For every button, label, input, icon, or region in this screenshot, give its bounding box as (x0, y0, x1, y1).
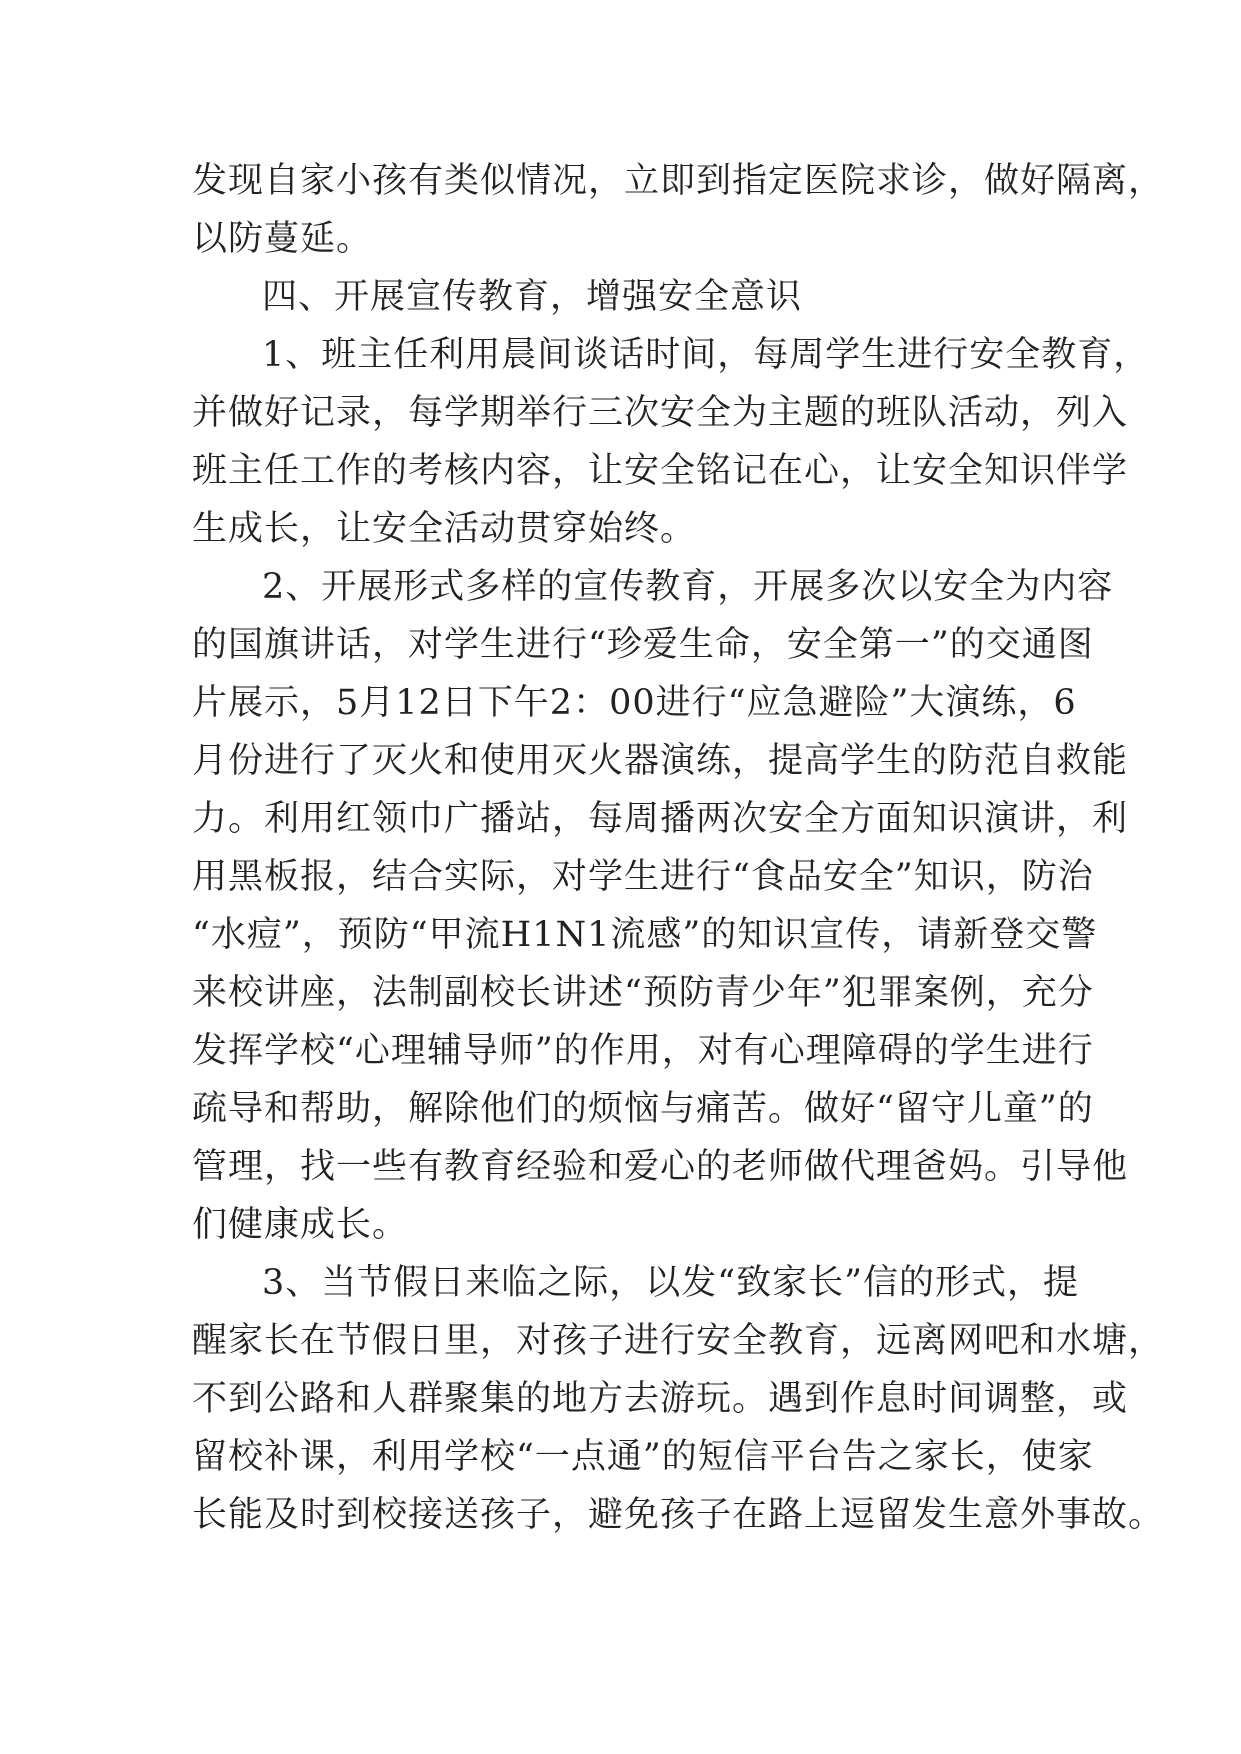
text-line: 留校补课，利用学校“一点通”的短信平台告之家长，使家 (192, 1437, 1094, 1477)
text-line: 1、班主任利用晨间谈话时间，每周学生进行安全教育， (262, 335, 1150, 375)
text-line: 的国旗讲话，对学生进行“珍爱生命，安全第一”的交通图 (192, 625, 1094, 665)
text-line: 班主任工作的考核内容，让安全铭记在心，让安全知识伴学 (192, 451, 1129, 491)
text-line: 管理，找一些有教育经验和爱心的老师做代理爸妈。引导他 (192, 1147, 1129, 1187)
text-line: 来校讲座，法制副校长讲述“预防青少年”犯罪案例，充分 (192, 973, 1094, 1013)
text-line: 用黑板报，结合实际，对学生进行“食品安全”知识，防治 (192, 857, 1094, 897)
text-line: 长能及时到校接送孩子，避免孩子在路上逗留发生意外事故。 (192, 1495, 1165, 1535)
text-line: 不到公路和人群聚集的地方去游玩。遇到作息时间调整，或 (192, 1379, 1129, 1419)
section-heading: 四、开展宣传教育，增强安全意识 (262, 277, 803, 317)
text-line: 生成长，让安全活动贯穿始终。 (192, 509, 697, 549)
text-line: 以防蔓延。 (192, 219, 373, 259)
text-line: 3、当节假日来临之际，以发“致家长”信的形式，提 (262, 1263, 1080, 1303)
text-line: 醒家长在节假日里，对孩子进行安全教育，远离网吧和水塘， (192, 1321, 1165, 1361)
text-line: 片展示，5月12日下午2：00进行“应急避险”大演练，6 (192, 683, 1077, 723)
text-line: 月份进行了灭火和使用灭火器演练，提高学生的防范自救能 (192, 741, 1129, 781)
document-body (192, 152, 1165, 1544)
text-line: 发挥学校“心理辅导师”的作用，对有心理障碍的学生进行 (192, 1031, 1094, 1071)
text-line: 力。利用红领巾广播站，每周播两次安全方面知识演讲，利 (192, 799, 1129, 839)
text-line: 们健康成长。 (192, 1205, 409, 1245)
text-line: 发现自家小孩有类似情况，立即到指定医院求诊，做好隔离， (192, 161, 1165, 201)
text-line: 2、开展形式多样的宣传教育，开展多次以安全为内容 (262, 567, 1114, 607)
text-line: 并做好记录，每学期举行三次安全为主题的班队活动，列入 (192, 393, 1129, 433)
text-line: “水痘”，预防“甲流H1N1流感”的知识宣传，请新登交警 (192, 915, 1098, 955)
text-line: 疏导和帮助，解除他们的烦恼与痛苦。做好“留守儿童”的 (192, 1089, 1094, 1129)
